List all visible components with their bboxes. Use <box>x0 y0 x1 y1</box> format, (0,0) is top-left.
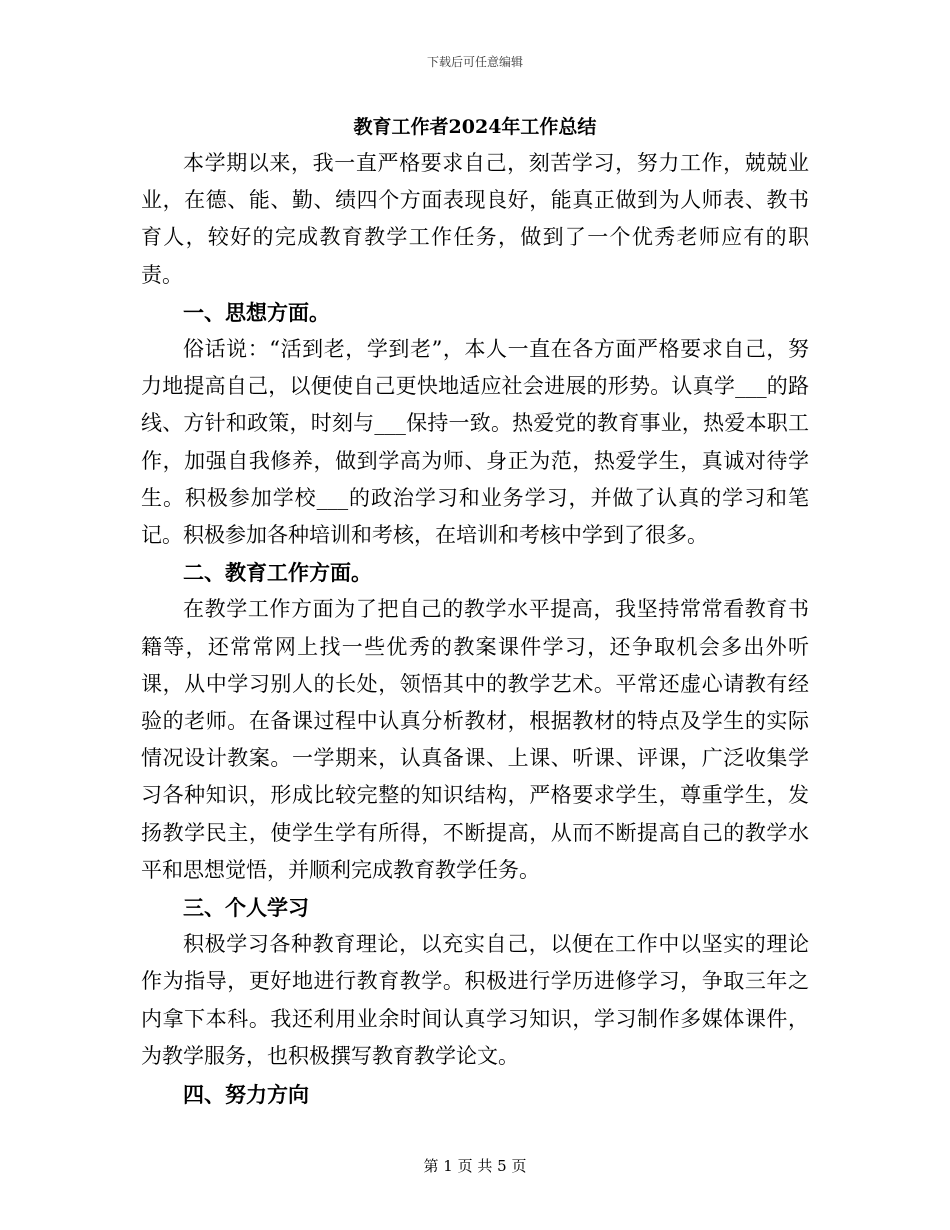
intro-paragraph: 本学期以来，我一直严格要求自己，刻苦学习，努力工作，兢兢业业，在德、能、勤、绩四个方面表现良好，能真正做到为人师表、教书育人，较好的完成教育教学工作任务，做到了一个优秀老师应有的职责。 <box>141 151 809 287</box>
document-body <box>141 113 809 1115</box>
page-header-note: 下载后可任意编辑 <box>426 55 523 69</box>
document-title: 教育工作者2024年工作总结 <box>353 116 597 138</box>
section-body-education-work: 在教学工作方面为了把自己的教学水平提高，我坚持常常看教育书籍等，还常常网上找一些优秀的教案课件学习，还争取机会多出外听课，从中学习别人的长处，领悟其中的教学艺术。平常还虚心请教有经验的老师。在备课过程中认真分析教材，根据教材的特点及学生的实际情况设计教案。一学期来，认真备课、上课、听课、评课，广泛收集学习各种知识，形成比较完整的知识结构，严格要求学生，尊重学生，发扬教学民主，使学生学有所得，不断提高，从而不断提高自己的教学水平和思想觉悟，并顺利完成教育教学任务。 <box>141 597 809 882</box>
section-heading-education-work: 二、教育工作方面。 <box>183 560 372 586</box>
section-body-thought: 俗话说：“活到老，学到老”，本人一直在各方面严格要求自己，努力地提高自己，以便使自己更快地适应社会进展的形势。认真学___的路线、方针和政策，时刻与___保持一致。热爱党的教育事业，热爱本职工作，加强自我修养，做到学高为师、身正为范，热爱学生，真诚对待学生。积极参加学校___的政治学习和业务学习，并做了认真的学习和笔记。积极参加各种培训和考核，在培训和考核中学到了很多。 <box>141 337 809 548</box>
page-number: 第 1 页 共 5 页 <box>423 1157 527 1175</box>
section-heading-thought: 一、思想方面。 <box>183 299 330 325</box>
section-body-personal-study: 积极学习各种教育理论，以充实自己，以便在工作中以坚实的理论作为指导，更好地进行教育教学。积极进行学历进修学习，争取三年之内拿下本科。我还利用业余时间认真学习知识，学习制作多媒体课件，为教学服务，也积极撰写教育教学论文。 <box>141 932 809 1068</box>
section-heading-direction: 四、努力方向 <box>183 1082 309 1108</box>
section-heading-personal-study: 三、个人学习 <box>183 895 309 921</box>
